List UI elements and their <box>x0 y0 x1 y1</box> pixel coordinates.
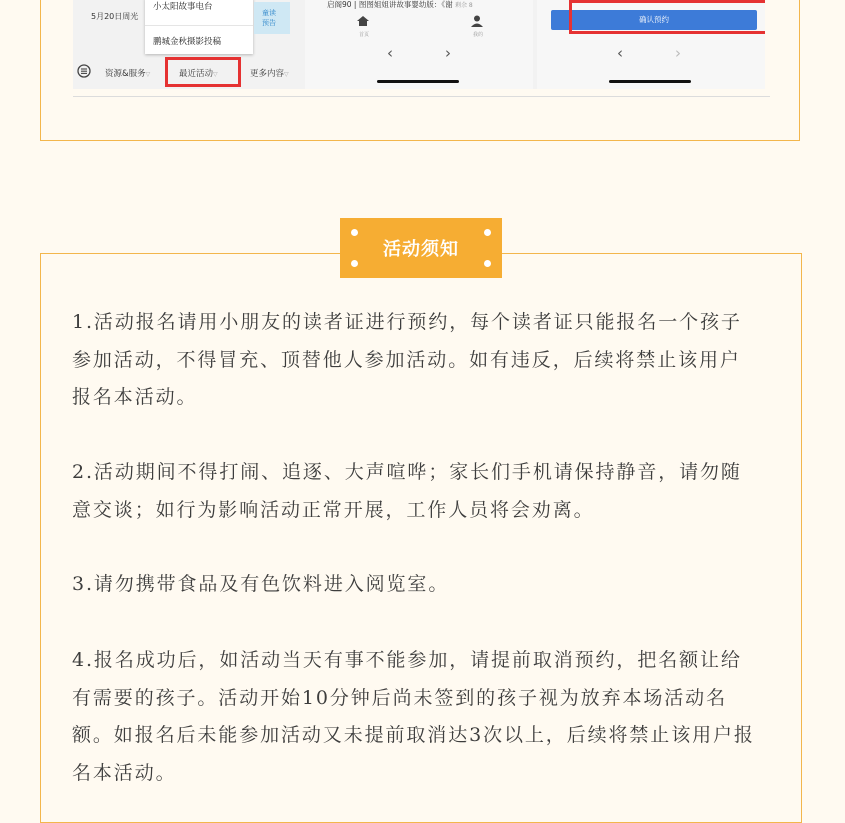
activity-header: 启阁90 | 图图姐姐讲故事婴幼版：《谢 剩余 8 <box>327 0 473 9</box>
decor-dot <box>484 260 491 267</box>
home-indicator <box>609 80 691 83</box>
highlight-box-confirm <box>569 0 765 34</box>
preview-card <box>254 2 290 34</box>
home-indicator <box>377 80 459 83</box>
tab-more-content[interactable]: 更多内容▽ <box>250 69 289 79</box>
forward-arrow-icon[interactable]: › <box>675 44 681 62</box>
remaining-badge: 剩余 8 <box>454 2 473 9</box>
notice-title-tag <box>340 218 502 278</box>
date-text: 5月20日周光 <box>91 12 139 21</box>
user-icon[interactable] <box>471 15 483 27</box>
menu-icon[interactable] <box>77 64 91 78</box>
tab-recent-activities[interactable]: 最近活动▽ <box>179 69 218 79</box>
tab-dropdown-icon: ▽ <box>284 71 289 78</box>
notice-paragraph-4: 4.报名成功后，如活动当天有事不能参加，请提前取消预约，把名额让给 有需要的孩子。活动开始10分钟后尚未签到的孩子视为放弃本场活动名 额。如报名后未能参加活动又未提前取消达3次以上，后续将禁止该用户报 名本活动。 <box>72 649 755 784</box>
previous-section-card <box>40 0 800 141</box>
activity-dropdown <box>145 0 253 54</box>
preview-card-text: 童读 预告 <box>262 9 276 27</box>
decor-dot <box>351 260 358 267</box>
tab-dropdown-icon: ▽ <box>213 71 218 78</box>
reservation-screenshot <box>73 0 765 89</box>
phone-screen-activity <box>305 0 533 89</box>
dropdown-divider <box>145 25 253 26</box>
confirm-reservation-button[interactable]: 确认预约 <box>551 10 757 30</box>
home-label: 首页 <box>359 32 370 38</box>
notice-paragraph-1: 1.活动报名请用小朋友的读者证进行预约，每个读者证只能报名一个孩子 参加活动，不得冒充、顶替他人参加活动。如有违反，后续将禁止该用户 报名本活动。 <box>72 311 742 408</box>
highlight-box-recent <box>165 57 241 87</box>
home-icon[interactable] <box>357 16 369 26</box>
back-arrow-icon[interactable]: ‹ <box>387 44 393 62</box>
tab-resources[interactable]: 资源&服务▽ <box>105 69 151 79</box>
notice-paragraph-3: 3.请勿携带食品及有色饮料进入阅览室。 <box>72 573 450 595</box>
notice-title: 活动须知 <box>383 239 459 260</box>
back-arrow-icon[interactable]: ‹ <box>617 44 623 62</box>
notice-paragraph-2: 2.活动期间不得打闹、追逐、大声喧哗；家长们手机请保持静音，请勿随 意交谈；如行为影响活动正常开展，工作人员将会劝离。 <box>72 461 742 521</box>
tab-dropdown-icon: ▽ <box>145 71 151 78</box>
mine-label: 我的 <box>473 32 484 38</box>
dropdown-item[interactable]: 鹏城金秋摄影投稿 <box>153 37 222 47</box>
divider <box>73 96 770 97</box>
dropdown-item[interactable]: 小太阳故事电台 <box>153 2 213 12</box>
forward-arrow-icon[interactable]: › <box>445 44 451 62</box>
